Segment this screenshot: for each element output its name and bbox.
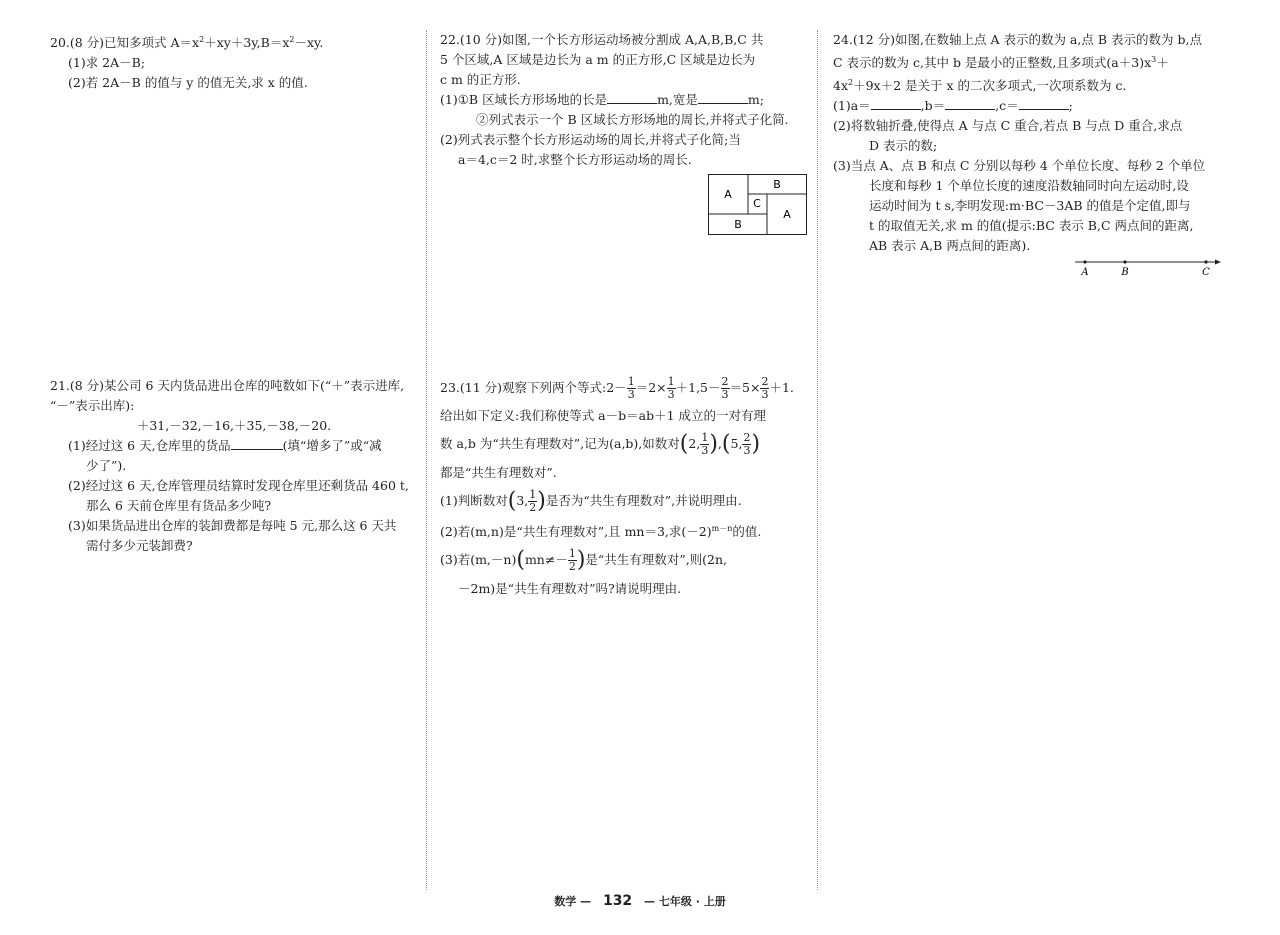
point-b-label: B [1121, 267, 1129, 278]
q21-stem-line1: 21.(8 分)某公司 6 天内货品进出仓库的吨数如下(“＋”表示进库, [50, 378, 405, 393]
point-c-label: C [1202, 267, 1210, 278]
q22-stem-line3: c m 的正方形. [440, 72, 521, 87]
region-label-c: C [753, 197, 761, 210]
column-divider [426, 30, 427, 890]
q22-part2-cont: a＝4,c＝2 时,求整个长方形运动场的周长. [458, 152, 692, 167]
q23-part3: (3)若(m,－n)(mn≠－ $\frac{1}{2}$ )是“共生有理数对”,则(2n, [440, 547, 728, 574]
region-label-a: A [783, 208, 791, 221]
q20-part1: (1)求 2A－B; [68, 55, 146, 71]
q22-stem-line2: 5 个区域,A 区域是边长为 a m 的正方形,C 区域是边长为 [440, 52, 756, 67]
footer-subject: 数学 [554, 895, 577, 908]
point-c-marker [1204, 260, 1207, 263]
answer-blank[interactable] [698, 91, 748, 104]
q23-definition-line2: 数 a,b 为“共生有理数对”,记为(a,b),如数对(2, $\frac{1}{3}$ ),(5, $\frac{2}{3}$ ) [440, 431, 761, 457]
q21-part1-cont: 少了”). [86, 458, 127, 473]
answer-blank[interactable] [945, 97, 995, 110]
q23-definition-line3: 都是“共生有理数对”. [440, 464, 557, 480]
q20-part2: (2)若 2A－B 的值与 y 的值无关,求 x 的值. [68, 75, 308, 91]
fraction: $\frac{1}{2}$ [568, 547, 576, 574]
q24-stem-line2: C 表示的数为 c,其中 b 是最小的正整数,且多项式$(a+3)x^3+$ [833, 55, 1169, 71]
column-divider [817, 30, 818, 890]
q21-part2-cont: 那么 6 天前仓库里有货品多少吨? [86, 498, 272, 513]
q21-data: ＋31,－32,－16,＋35,－38,－20. [136, 418, 332, 433]
page-footer: 数学 — 132 — 七年级 · 上册 [554, 893, 726, 909]
fraction: $\frac{2}{3}$ [721, 375, 729, 401]
answer-blank[interactable] [871, 97, 921, 110]
region-label-b: B [773, 178, 781, 191]
fraction: $\frac{1}{3}$ [627, 375, 635, 401]
point-a-marker [1083, 260, 1086, 263]
question-22 [440, 30, 810, 231]
question-24 [833, 30, 1223, 278]
q23-part2: (2)若(m,n)是“共生有理数对”,且 mn＝3,求$(-2)^{m-n}$的值. [440, 524, 762, 540]
region-label-b: B [734, 218, 742, 231]
region-label-a: A [724, 188, 732, 201]
fraction: $\frac{2}{3}$ [743, 431, 751, 457]
q24-stem-line1: 24.(12 分)如图,在数轴上点 A 表示的数为 a,点 B 表示的数为 b,点 [833, 32, 1202, 47]
footer-grade: 七年级 · 上册 [658, 895, 726, 908]
q21-stem-line2: “－”表示出库): [50, 398, 135, 413]
question-20 [50, 30, 418, 93]
q24-stem-line3: $4x^2+9x+2$ 是关于 x 的二次多项式,一次项系数为 c. [833, 78, 1127, 94]
q24-part1: (1)a＝ ,b＝ ,c＝ ; [833, 98, 1073, 114]
fraction: $\frac{1}{3}$ [701, 431, 709, 457]
q23-stem: 23.(11 分)观察下列两个等式:2－ $\frac{1}{3}$ ＝2× $\frac{1}{3}$ ＋1,5－ $\frac{2}{3}$ ＝5× $\frac{2}{3}$ ＋1. [440, 375, 794, 401]
q24-part3: (3)当点 A、点 B 和点 C 分别以每秒 4 个单位长度、每秒 2 个单位 [833, 158, 1206, 174]
q24-part2-cont: D 表示的数; [869, 138, 938, 154]
fraction: $\frac{1}{3}$ [667, 375, 675, 401]
fraction: $\frac{1}{2}$ [529, 487, 537, 514]
q21-part3-cont: 需付多少元装卸费? [86, 538, 193, 553]
q22-part1-sub2: ②列式表示一个 B 区域长方形场地的周长,并将式子化简. [476, 112, 789, 127]
q24-part3-cont: t 的取值无关,求 m 的值(提示:BC 表示 B,C 两点间的距离, [869, 218, 1194, 234]
q24-part3-cont: 运动时间为 t s,李明发现:m·BC－3AB 的值是个定值,即与 [869, 198, 1191, 214]
number-line [1073, 256, 1223, 278]
q24-part3-cont: AB 表示 A,B 两点间的距离). [869, 238, 1031, 254]
answer-blank[interactable] [1019, 97, 1069, 110]
q21-part1: (1)经过这 6 天,仓库里的货品 (填“增多了”或“减 [68, 438, 382, 453]
question-21 [50, 376, 418, 556]
q20-stem: 20.(8 分)已知多项式 $A=x^2+xy+3y,B=x^2-xy$. [50, 35, 324, 51]
q22-part1: (1)①B 区域长方形场地的长是 m,宽是 m; [440, 92, 764, 107]
field-diagram [708, 174, 808, 236]
q21-part2: (2)经过这 6 天,仓库管理员结算时发现仓库里还剩货品 460 t, [68, 478, 409, 493]
q23-definition-line1: 给出如下定义:我们称使等式 a－b＝ab＋1 成立的一对有理 [440, 408, 767, 423]
answer-blank[interactable] [231, 437, 283, 450]
q23-part1: (1)判断数对(3, $\frac{1}{2}$ )是否为“共生有理数对”,并说明理由. [440, 487, 742, 514]
q24-part2: (2)将数轴折叠,使得点 A 与点 C 重合,若点 B 与点 D 重合,求点 [833, 118, 1183, 134]
question-23 [440, 374, 810, 603]
q21-part3: (3)如果货品进出仓库的装卸费都是每吨 5 元,那么这 6 天共 [68, 518, 397, 533]
fraction: $\frac{2}{3}$ [761, 375, 769, 401]
answer-blank[interactable] [607, 91, 657, 104]
q24-part3-cont: 长度和每秒 1 个单位长度的速度沿数轴同时向左运动时,设 [869, 178, 1189, 194]
point-a-label: A [1081, 267, 1089, 278]
page-number: 132 [602, 893, 633, 909]
q22-part2: (2)列式表示整个长方形运动场的周长,并将式子化简;当 [440, 132, 741, 147]
q22-stem-line1: 22.(10 分)如图,一个长方形运动场被分割成 A,A,B,B,C 共 [440, 32, 764, 47]
q23-part3-cont: －2m)是“共生有理数对”吗?请说明理由. [458, 580, 682, 596]
point-b-marker [1123, 260, 1126, 263]
